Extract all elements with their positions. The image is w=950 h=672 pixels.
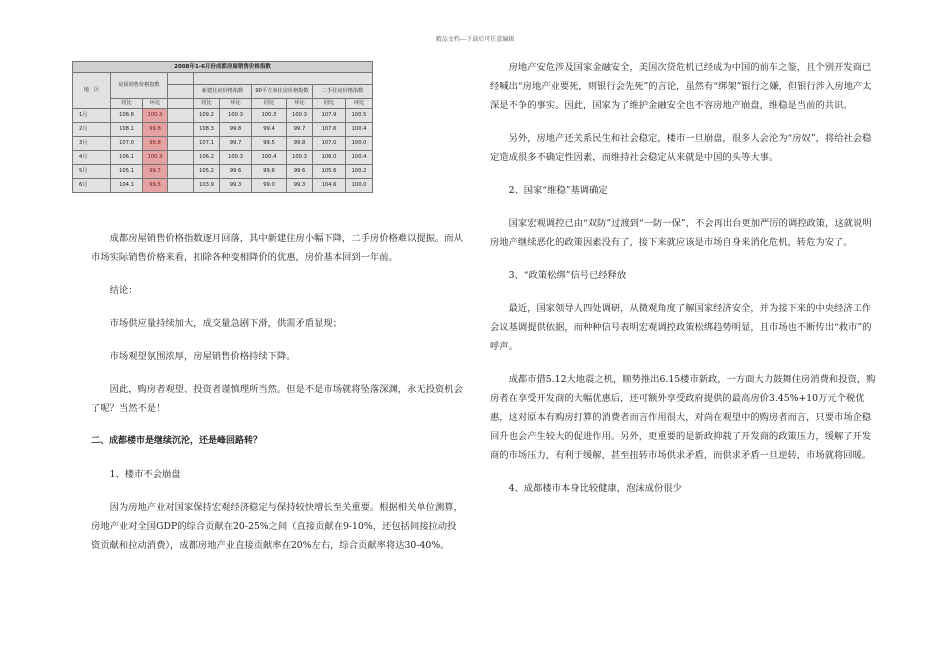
paragraph: 另外，房地产还关系民生和社会稳定，楼市一旦崩盘，很多人会沦为“房奴”，将给社会稳定造成很多不确定性因素，而维持社会稳定从来就是中国的头等大事。 [490, 133, 872, 163]
price-index-table [72, 61, 373, 193]
table-row: 4月 106.1 100.3 106.2 100.3 100.4 100.3 106.0 100.4 [73, 151, 373, 165]
section-heading: 二、成都楼市是继续沉沦，还是峰回路转？ [91, 436, 263, 446]
table-row: 1月 108.8 100.3 109.2 100.3 100.3 100.3 107.9 100.5 [73, 109, 373, 123]
page-header: 精品文档---下载后可任意编辑 [435, 36, 515, 43]
subsection-heading: 4、成都楼市本身比较健康，泡沫成份很少 [508, 483, 682, 494]
left-column [91, 229, 465, 555]
subsection-heading: 2、国家“维稳”基调确定 [508, 185, 608, 196]
paragraph: 成都市借5.12大地震之机，顺势推出6.15楼市新政，一方面大力鼓舞住房消费和投资，购房者在享受开发商的大幅优惠后，还可额外享受政府提供的最高房价3.45%+10万元个税优惠，这对原本有购房打算的消费者而言作用很大，对尚在观望中的购房者而言，只要市场企稳回升也会产生较大的促进作用。另外，更重要的是新政抑载了开发商的政策压力，缓解了开发商的市场压力，有利于缓解，甚至扭转市场供求矛盾，而供求矛盾一旦逆转，市场就将回暖。 [490, 374, 876, 461]
sub-header: 环比 [143, 99, 168, 109]
table-row: 3月 107.0 99.8 107.1 99.7 99.5 99.8 107.0 100.0 [73, 137, 373, 151]
price-index-table-wrapper [72, 61, 372, 193]
paragraph: 成都房屋销售价格指数逐月回落，其中新建住房小幅下降，二手房价格难以提振。而从市场实际销售价格来看，扣除各种变相降价的优惠，房价基本回到一年前。 [91, 233, 463, 263]
sub-header: 同比 [252, 99, 287, 109]
paragraph: 因为房地产业对国家保持宏观经济稳定与保持较快增长至关重要。根据相关单位测算，房地产业对全国GDP的综合贡献在20-25%之间（直接贡献在9-10%，还包括间接拉动投资贡献和拉动消费），成都房地产业直接贡献率在20%左右，综合贡献率将达30-40%。 [91, 502, 463, 551]
sub-header: 环比 [287, 99, 313, 109]
group-header-second: 二手住房价格指数 [313, 85, 373, 99]
sub-header: 同比 [313, 99, 346, 109]
conclusion-item: 市场观望氛围浓厚，房屋销售价格持续下降。 [109, 351, 296, 362]
subsection-heading: 1、楼市不会崩盘 [109, 469, 181, 480]
group-header-sales: 房屋销售价格指数 [111, 73, 168, 99]
conclusion-label: 结论： [109, 285, 138, 296]
group-header-90sqm: 90平方米住房价格指数 [252, 85, 313, 99]
group-header-new: 新建住房价格指数 [194, 85, 252, 99]
paragraph: 国家宏观调控已由“双防”过渡到“一防一保”，不会再出台更加严厉的调控政策，这就说明房地产继续恶化的政策因素没有了，接下来就应该是市场自身来消化危机，转危为安了。 [490, 218, 872, 248]
paragraph: 房地产安危涉及国家金融安全，美国次贷危机已经成为中国的前车之鉴，且个别开发商已经喊出“房地产业要死，则银行会先死”的言论，虽然有“绑架”银行之嫌，但银行涉入房地产太深是不争的事实。因此，国家为了维护金融安全也不容房地产崩盘，维稳是当前的共识。 [490, 62, 872, 111]
table-title: 2008年1-6月份成都房屋销售价格指数 [73, 62, 373, 73]
sub-header: 环比 [346, 99, 373, 109]
table-row: 2月 108.1 99.8 108.3 99.8 99.4 99.7 107.6 100.4 [73, 123, 373, 137]
sub-header: 同比 [111, 99, 143, 109]
right-column [490, 58, 880, 498]
area-header: 地 区 [73, 73, 111, 109]
sub-header: 环比 [220, 99, 252, 109]
paragraph: 因此，购房者观望、投资者谨慎理所当然。但是不是市场就将坠落深渊，永无投资机会了呢？当然不是！ [91, 384, 463, 414]
table-row: 5月 105.1 99.7 105.2 99.6 99.6 99.6 105.6 100.2 [73, 165, 373, 179]
conclusion-item: 市场供应量持续加大，成交量急剧下滑，供需矛盾显现； [109, 318, 343, 329]
table-row: 6月 104.1 99.5 103.9 99.3 99.0 99.3 104.6 100.0 [73, 179, 373, 193]
paragraph: 最近，国家领导人四处调研，从微观角度了解国家经济安全，并为接下来的中央经济工作会议基调提供依据，而种种信号表明宏观调控政策松绑趋势明显，且市场也不断传出“救市”的呼声。 [490, 303, 872, 352]
sub-header: 同比 [194, 99, 220, 109]
subsection-heading: 3、“政策松绑”信号已经释放 [508, 270, 627, 281]
